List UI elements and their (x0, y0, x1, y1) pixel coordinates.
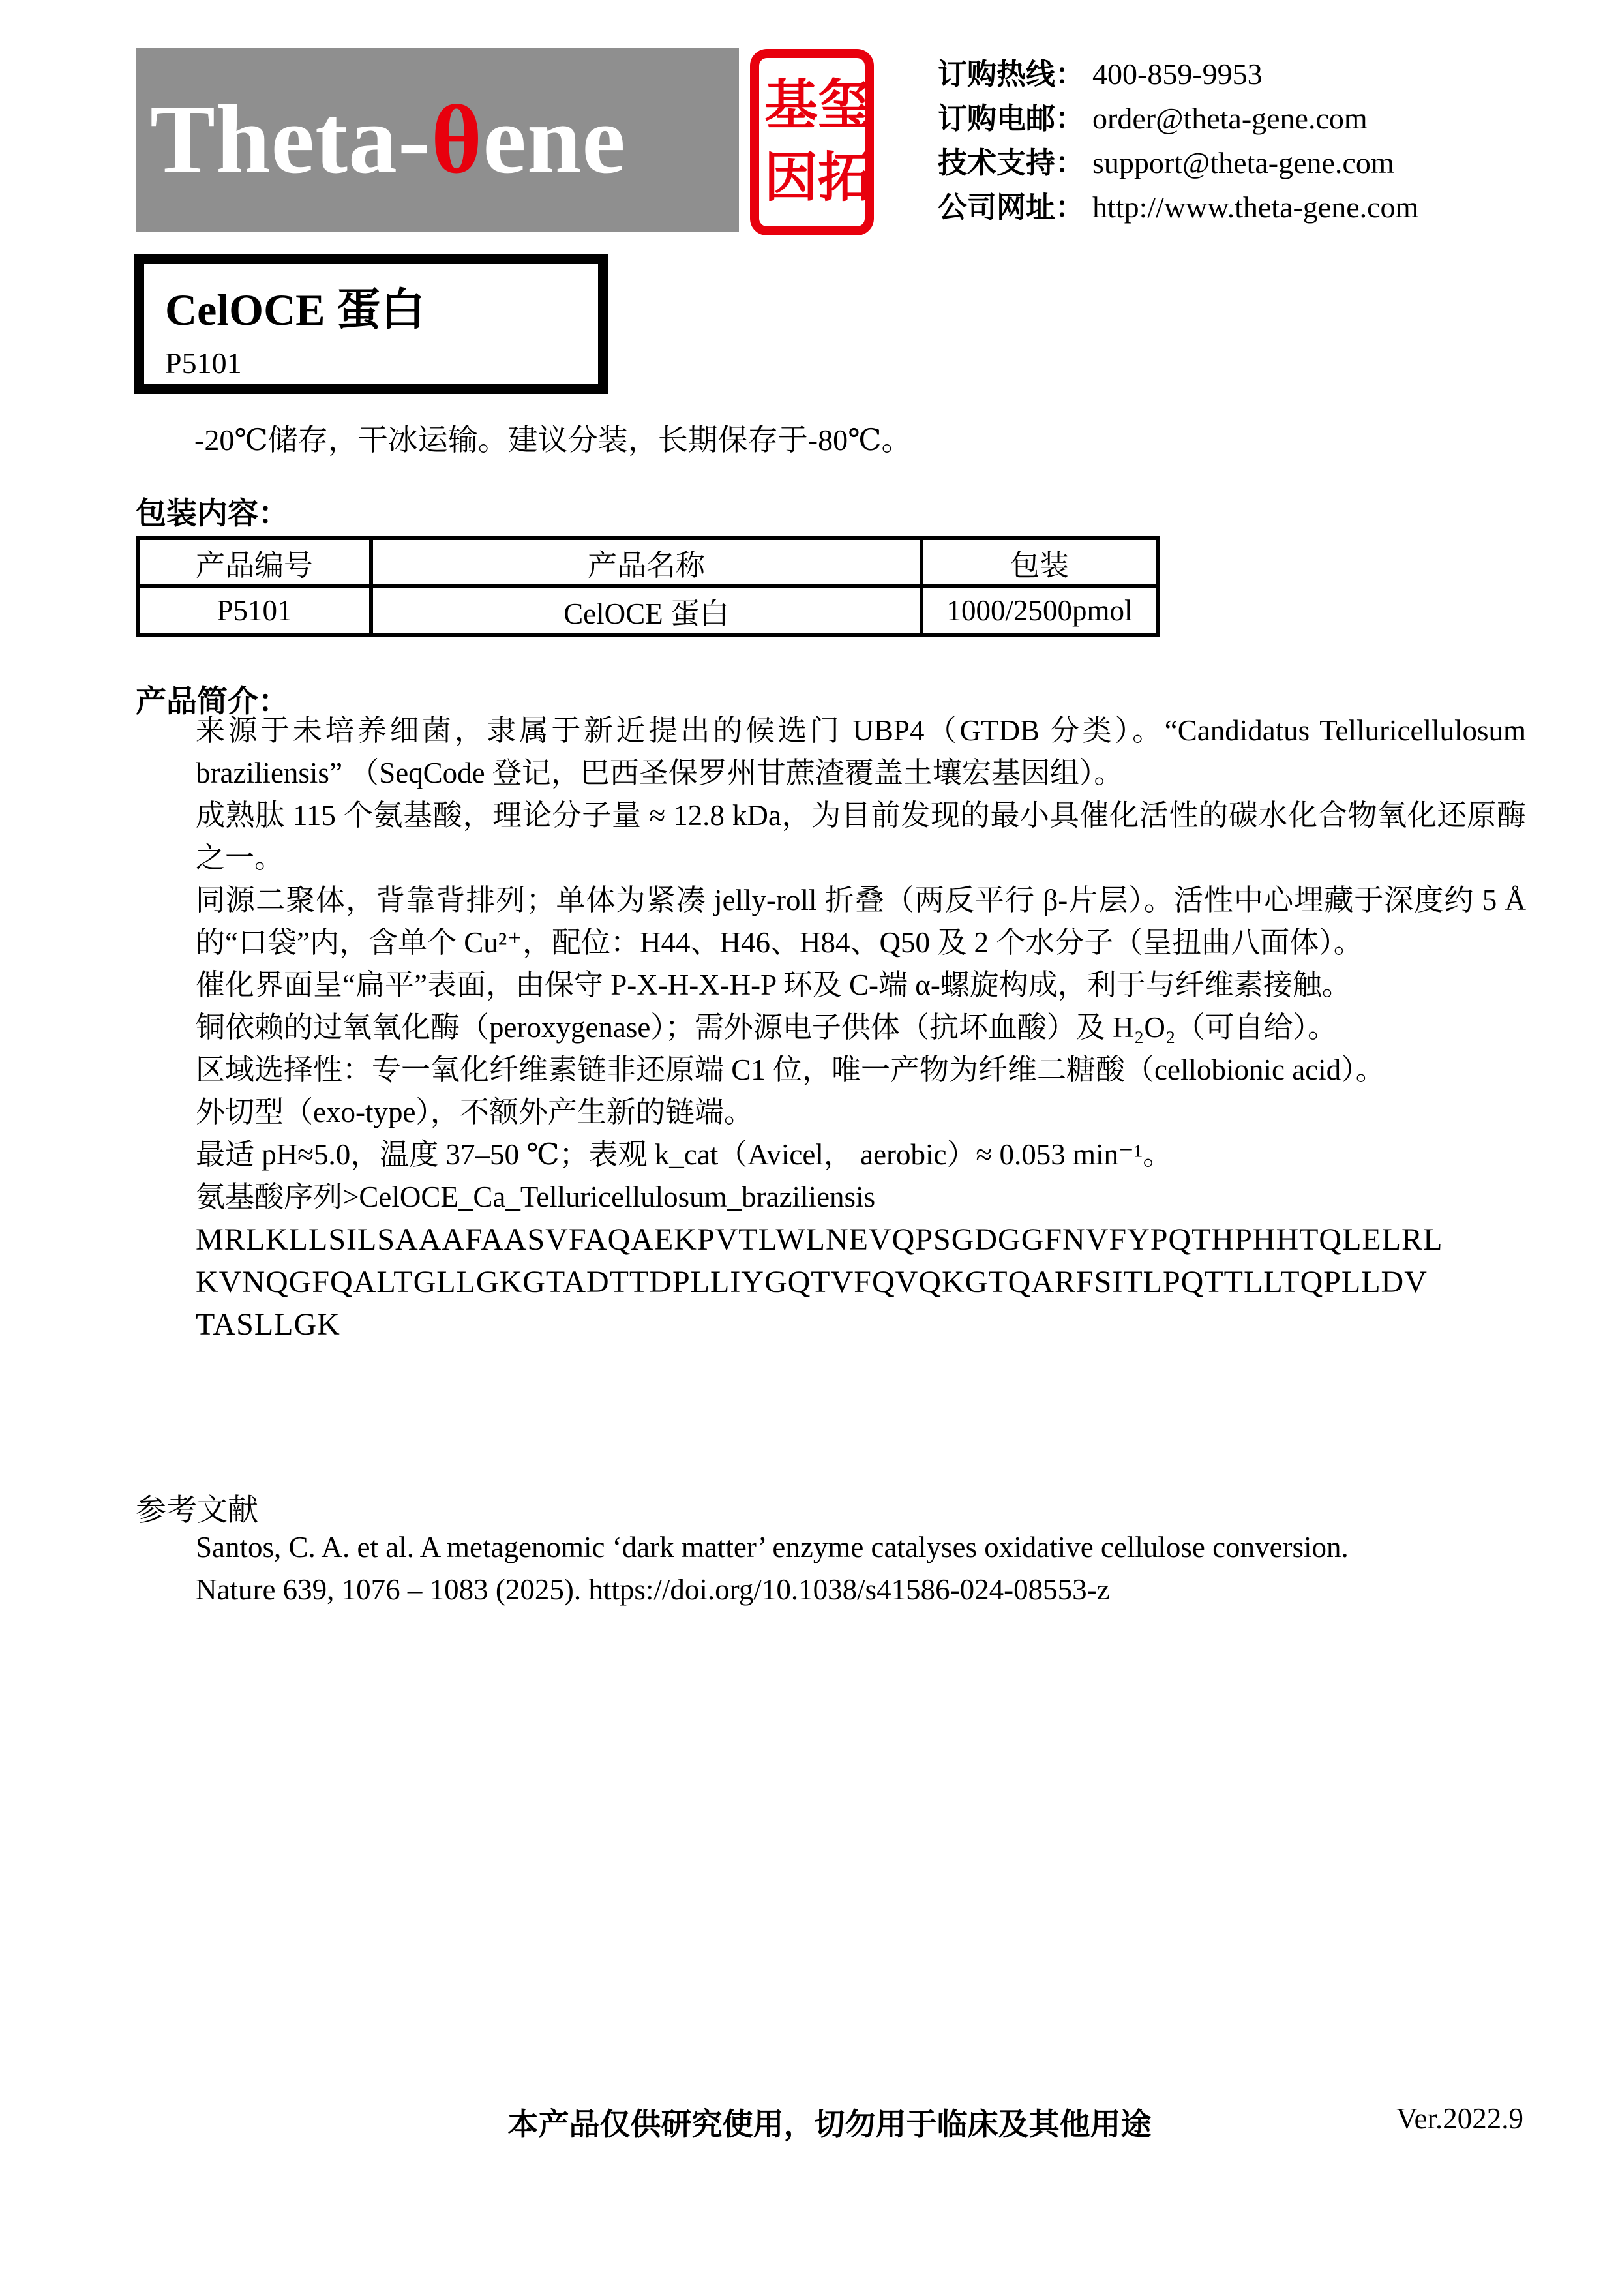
column-header-package: 包装 (921, 538, 1158, 586)
contact-label: 技术支持： (938, 146, 1085, 179)
company-seal (750, 49, 874, 235)
intro-paragraph-structure: 同源二聚体，背靠背排列；单体为紧凑 jelly-roll 折叠（两反平行 β-片层）。活性中心埋藏于深度约 5 Å 的“口袋”内，含单个 Cu²⁺，配位：H44、H46、H84、Q50 及 2 个水分子（呈扭曲八面体）。 (196, 884, 1526, 959)
references-body (196, 1526, 1526, 1611)
references-heading: 参考文献 (136, 1494, 258, 1528)
table-row (138, 586, 1158, 635)
contact-value: support@theta-gene.com (1092, 146, 1394, 179)
contact-support-email (938, 145, 1418, 181)
cell-product-code: P5101 (138, 586, 371, 635)
intro-heading: 产品简介： (136, 685, 289, 719)
contact-label: 订购电邮： (938, 102, 1085, 135)
reference-citation-line: Nature 639, 1076 – 1083 (2025). https://doi.org/10.1038/s41586-024-08553-z (196, 1573, 1110, 1606)
intro-body (196, 710, 1526, 1346)
contact-website (938, 189, 1418, 225)
product-title-box (134, 254, 608, 394)
seal-char: 拓 (818, 148, 872, 207)
contact-value: http://www.theta-gene.com (1092, 190, 1419, 224)
logo-banner (136, 48, 739, 232)
intro-paragraph-origin: 来源于未培养细菌，隶属于新近提出的候选门 UBP4（GTDB 分类）。“Candidatus Telluricellulosum braziliensis” （SeqCode 登记，巴西圣保罗州甘蔗渣覆盖土壤宏基因组）。 (196, 714, 1526, 789)
sequence-line: TASLLGK (196, 1307, 340, 1342)
sequence-line: MRLKLLSILSAAAFAASVFAQAEKPVTLWLNEVQPSGDGGFNVFYPQTHPHHTQLELRL (196, 1222, 1443, 1257)
cell-product-name: CelOCE 蛋白 (371, 586, 921, 635)
intro-paragraph-interface: 催化界面呈“扁平”表面，由保守 P-X-H-X-H-P 环及 C-端 α-螺旋构成，利于与纤维素接触。 (196, 969, 1351, 1001)
logo-text-suffix: ene (483, 85, 626, 194)
product-name: CelOCE 蛋白 (165, 285, 425, 335)
logo-text-prefix: Theta- (150, 85, 431, 194)
version-label: Ver.2022.9 (1396, 2102, 1523, 2135)
column-header-product-code: 产品编号 (138, 538, 371, 586)
column-header-product-name: 产品名称 (371, 538, 921, 586)
contact-value: order@theta-gene.com (1092, 102, 1368, 135)
seal-char: 因 (764, 148, 818, 207)
intro-paragraph-copper: 铜依赖的过氧氧化酶（peroxygenase）；需外源电子供体（抗坏血酸）及 H₂O₂（可自给）。 (196, 1011, 1338, 1044)
table-header-row (138, 538, 1158, 586)
sequence-header: 氨基酸序列>CelOCE_Ca_Telluricellulosum_braziliensis (196, 1181, 876, 1213)
reference-citation-line: Santos, C. A. et al. A metagenomic ‘dark matter’ enzyme catalyses oxidative cellulose conversion. (196, 1531, 1349, 1563)
company-logo (136, 83, 626, 196)
seal-char: 玺 (818, 76, 872, 136)
packaging-heading: 包装内容： (136, 497, 289, 531)
intro-paragraph-conditions: 最适 pH≈5.0，温度 37–50 ℃；表观 k_cat（Avicel， aerobic）≈ 0.053 min⁻¹。 (196, 1138, 1173, 1171)
sequence-line: KVNQGFQALTGLLGKGTADTTDPLLIYGQTVFQVQKGTQARFSITLPQTTLLTQPLLDV (196, 1265, 1428, 1299)
product-code: P5101 (165, 346, 242, 380)
cell-package: 1000/2500pmol (921, 586, 1158, 635)
research-use-notice: 本产品仅供研究使用，切勿用于临床及其他用途 (507, 2108, 1152, 2142)
packaging-table (136, 536, 1160, 637)
contact-hotline (938, 56, 1418, 92)
storage-note: -20℃储存，干冰运输。建议分装，长期保存于-80℃。 (194, 423, 912, 457)
seal-char: 基 (764, 76, 818, 136)
contact-order-email (938, 100, 1418, 136)
intro-paragraph-selectivity: 区域选择性：专一氧化纤维素链非还原端 C1 位，唯一产物为纤维二糖酸（cellobionic acid）。 (196, 1053, 1385, 1086)
contact-value: 400-859-9953 (1092, 57, 1263, 91)
contact-label: 公司网址： (938, 190, 1085, 224)
contact-info (938, 56, 1418, 225)
logo-theta-glyph: θ (430, 85, 483, 194)
intro-paragraph-exotype: 外切型（exo-type），不额外产生新的链端。 (196, 1096, 753, 1128)
page-footer (136, 2100, 1523, 2142)
intro-paragraph-size: 成熟肽 115 个氨基酸，理论分子量 ≈ 12.8 kDa，为目前发现的最小具催化活性的碳水化合物氧化还原酶之一。 (196, 799, 1526, 874)
contact-label: 订购热线： (938, 57, 1085, 91)
